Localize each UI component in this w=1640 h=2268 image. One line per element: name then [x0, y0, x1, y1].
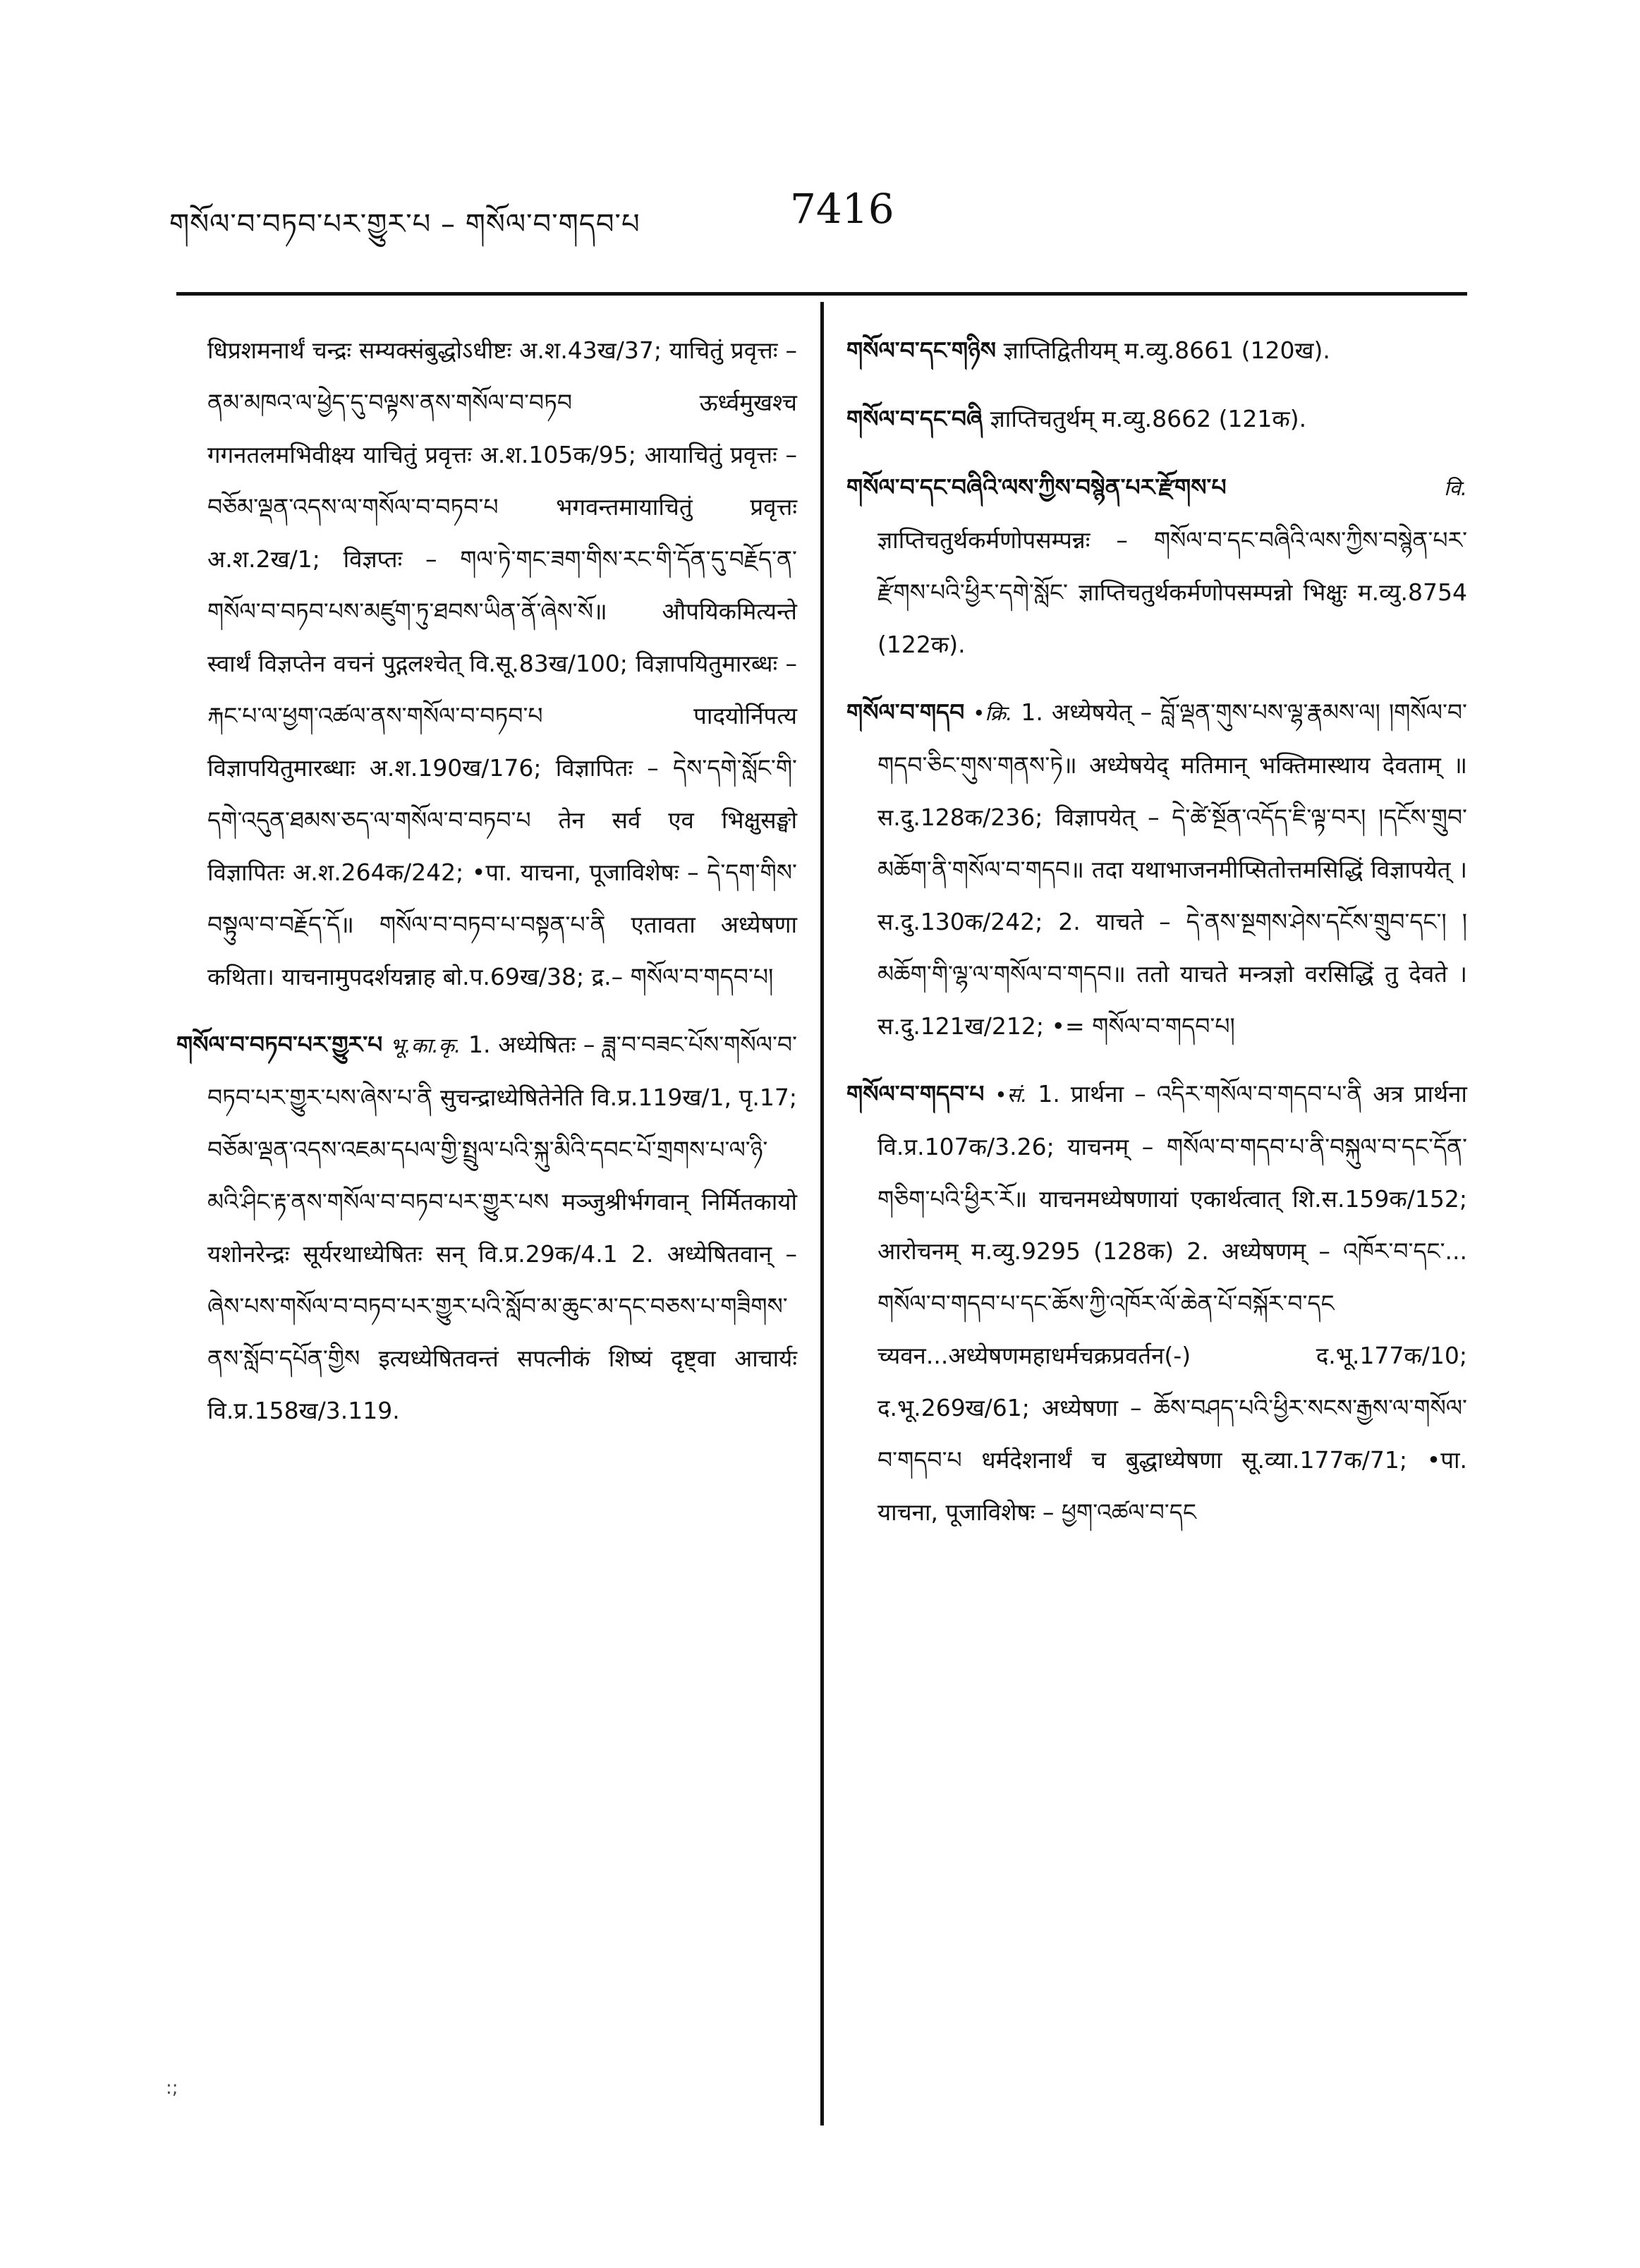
dictionary-entry [176, 1019, 797, 1437]
page-number: 7416 [790, 185, 894, 233]
dictionary-entry [846, 461, 1467, 671]
entry-headword: གསོལ་བ་དང་གཉིས [846, 336, 997, 364]
footer-mark: :; [166, 2078, 178, 2099]
entry-grammar: •सं. [995, 1083, 1028, 1107]
running-title: གསོལ་བ་བཏབ་པར་གྱུར་པ – གསོལ་བ་གདབ་པ [169, 208, 640, 241]
entry-text: 1. प्रार्थना – འདིར་གསོལ་བ་གདབ་པ་ནི अत्र प्रार्थना वि.प्र.107क/3.26; याचनम् – གསོལ་བ་གདབ་པ་ནི་བསྐུལ་བ་དང་དོན་གཅིག་པའི་ཕྱིར་རོ॥ याचनमध्येषणायां एकार्थत्वात् शि.स.159क/152; आरोचनम् म.व्यु.9295 (128क) 2. अध्येषणम् – འཁོར་བ་དང་... གསོལ་བ་གདབ་པ་དང་ཆོས་ཀྱི་འཁོར་ལོ་ཆེན་པོ་བསྐོར་བ་དང च्यवन...अध्येषणमहाधर्मचक्रप्रवर्तन(-) द.भू.177क/10; द.भू.269ख/61; अध्येषणा – ཆོས་བཤད་པའི་ཕྱིར་སངས་རྒྱས་ལ་གསོལ་བ་གདབ་པ धर्मदेशनार्थं च बुद्धाध्येषणा सू.व्या.177क/71; •पा. याचना, पूजाविशेषः – ཕྱག་འཚལ་བ་དང [877, 1080, 1467, 1526]
header-rule [176, 292, 1467, 296]
entry-text: ज्ञाप्तिद्वितीयम् म.व्यु.8661 (120ख). [1003, 336, 1330, 364]
page-header [169, 185, 1439, 248]
left-column [176, 325, 797, 1453]
dictionary-entry [846, 393, 1467, 446]
right-column [846, 325, 1467, 1554]
entry-text: 1. अध्येषितः – ཟླ་བ་བཟང་པོས་གསོལ་བ་བཏབ་པར་གྱུར་པས་ཞེས་པ་ནི सुचन्द्राध्येषितेनेति वि.प्र.119ख/1, पृ.17; བཅོམ་ལྡན་འདས་འཇམ་དཔལ་གྱི་སྤྲུལ་པའི་སྐུ་མིའི་དབང་པོ་གྲགས་པ་ལ་ཉི་མའི་ཤིང་རྟ་ནས་གསོལ་བ་བཏབ་པར་གྱུར་པས मञ्जुश्रीर्भगवान् निर्मितकायो यशोनरेन्द्रः सूर्यरथाध्येषितः सन् वि.प्र.29क/4.1 2. अध्येषितवान् – ཞེས་པས་གསོལ་བ་བཏབ་པར་གྱུར་པའི་སློབ་མ་ཆུང་མ་དང་བཅས་པ་གཟིགས་ནས་སློབ་དཔོན་གྱིས इत्यध्येषितवन्तं सपत्नीकं शिष्यं दृष्ट्वा आचार्यः वि.प्र.158ख/3.119. [207, 1031, 797, 1424]
entry-grammar: भू.का.कृ. [390, 1033, 461, 1057]
entry-grammar: वि. [1444, 476, 1467, 500]
entry-text: ज्ञाप्तिचतुर्थम् म.व्यु.8662 (121क). [990, 405, 1307, 432]
entry-headword: གསོལ་བ་དང་བཞི [846, 405, 983, 432]
dictionary-entry [846, 686, 1467, 1053]
entry-headword: གསོལ་བ་བཏབ་པར་གྱུར་པ [176, 1031, 383, 1058]
entry-grammar: •क्रि. [973, 701, 1013, 725]
dictionary-entry [846, 325, 1467, 377]
entry-text: ज्ञाप्तिचतुर्थकर्मणोपसम्पन्नः – གསོལ་བ་དང་བཞིའི་ལས་ཀྱིས་བསྙེན་པར་རྫོགས་པའི་ཕྱིར་དགེ་སློང་ ज्ञाप्तिचतुर्थकर्मणोपसम्पन्नो भिक्षुः म.व्यु.8754 (122क). [877, 526, 1467, 658]
entry-headword: གསོལ་བ་གདབ [846, 698, 965, 726]
entry-headword: གསོལ་བ་གདབ་པ [846, 1080, 985, 1108]
entry-headword: གསོལ་བ་དང་བཞིའི་ལས་ཀྱིས་བསྙེན་པར་རྫོགས་པ [846, 473, 1227, 501]
entry-text: 1. अध्येषयेत् – བློ་ལྡན་གུས་པས་ལྷ་རྣམས་ལ། །གསོལ་བ་གདབ་ཅིང་གུས་གནས་ཏེ॥ अध्येषयेद् मतिमान् भक्तिमास्थाय देवताम् ॥ स.दु.128क/236; विज्ञापयेत् – དེ་ཚེ་སྔོན་འདོད་ཇི་ལྟ་བར། །དངོས་གྲུབ་མཆོག་ནི་གསོལ་བ་གདབ॥ तदा यथाभाजनमीप्सितोत्तमसिद्धिं विज्ञापयेत् । स.दु.130क/242; 2. याचते – དེ་ནས་སྔགས་ཤེས་དངོས་གྲུབ་དང་། །མཆོག་གི་ལྷ་ལ་གསོལ་བ་གདབ॥ ततो याचते मन्त्रज्ञो वरसिद्धिं तु देवते । स.दु.121ख/212; •= གསོལ་བ་གདབ་པ། [877, 698, 1467, 1040]
entry-continuation [176, 325, 797, 1003]
dictionary-entry [846, 1068, 1467, 1539]
column-divider [820, 302, 824, 2126]
entry-text: धिप्रशमनार्थं चन्द्रः सम्यक्संबुद्धोऽधीष्टः अ.श.43ख/37; याचितुं प्रवृत्तः – ནམ་མཁའ་ལ་ཕྱེད་དུ་བལྟས་ནས་གསོལ་བ་བཏབ ऊर्ध्वमुखश्च गगनतलमभिवीक्ष्य याचितुं प्रवृत्तः अ.श.105क/95; आयाचितुं प्रवृत्तः – བཅོམ་ལྡན་འདས་ལ་གསོལ་བ་བཏབ་པ भगवन्तमायाचितुं प्रवृत्तः अ.श.2ख/1; विज्ञप्तः – གལ་ཏེ་གང་ཟག་གིས་རང་གི་དོན་དུ་བརྗོད་ན་གསོལ་བ་བཏབ་པས་མཛུག་ཏུ་ཐབས་ཡིན་ནོ་ཞེས་སོ॥ औपयिकमित्यन्ते स्वार्थं विज्ञप्तेन वचनं पुद्गलश्चेत् वि.सू.83ख/100; विज्ञापयितुमारब्धः – རྐང་པ་ལ་ཕྱག་འཚལ་ནས་གསོལ་བ་བཏབ་པ पादयोर्निपत्य विज्ञापयितुमारब्धाः अ.श.190ख/176; विज्ञापितः – དེས་དགེ་སློང་གི་དགེ་འདུན་ཐམས་ཅད་ལ་གསོལ་བ་བཏབ་པ तेन सर्व एव भिक्षुसङ्घो विज्ञापितः अ.श.264क/242; •पा. याचना, पूजाविशेषः – དེ་དག་གིས་བསྟུལ་བ་བརྗོད་དོ॥ གསོལ་བ་བཏབ་པ་བསྟན་པ་ནི एतावता अध्येषणा कथिता। याचनामुपदर्शयन्नाह बो.प.69ख/38; द्र.– གསོལ་བ་གདབ་པ། [207, 336, 797, 990]
